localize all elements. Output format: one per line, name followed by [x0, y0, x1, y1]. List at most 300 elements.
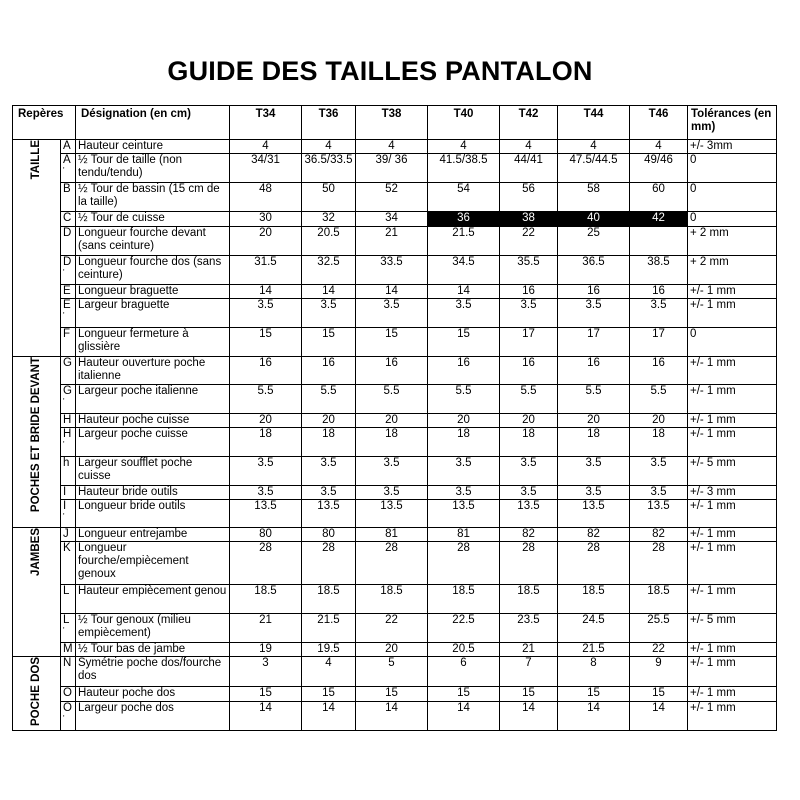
- tolerance-cell: +/- 1 mm: [688, 528, 777, 542]
- repere-letter-text: K: [63, 542, 71, 554]
- size-value-cell: 16: [630, 285, 688, 299]
- size-value-cell: 3: [230, 657, 302, 687]
- tolerance-cell: 0: [688, 154, 777, 183]
- size-value-cell: 18: [630, 428, 688, 457]
- size-value-cell: 24.5: [558, 614, 630, 643]
- size-value-cell: 20: [356, 414, 428, 428]
- size-value-cell: 3.5: [428, 457, 500, 486]
- size-value-cell: 25.5: [630, 614, 688, 643]
- designation-cell: Largeur poche dos: [76, 701, 230, 730]
- repere-letter: [61, 357, 76, 385]
- repere-letter: [61, 414, 76, 428]
- size-value-cell: 48: [230, 183, 302, 212]
- repere-letter: [61, 285, 76, 299]
- table-row: [13, 357, 777, 385]
- repere-letter: [61, 701, 76, 730]
- header-designation: Désignation (en cm): [76, 106, 230, 140]
- repere-letter-text: G: [63, 357, 72, 369]
- size-value-cell: 3.5: [302, 299, 356, 328]
- size-value-cell: 15: [558, 687, 630, 702]
- size-value-cell: 5.5: [500, 385, 558, 414]
- size-value-cell: 28: [630, 542, 688, 585]
- table-body: [13, 140, 777, 731]
- size-value-cell: 16: [630, 357, 688, 385]
- repere-letter: [61, 385, 76, 414]
- repere-mark: ': [63, 311, 65, 320]
- size-value-cell: 3.5: [500, 457, 558, 486]
- size-value-cell: 14: [500, 701, 558, 730]
- repere-letter: [61, 542, 76, 585]
- size-value-cell: 22: [630, 643, 688, 657]
- table-row: [13, 657, 777, 687]
- table-row: [13, 212, 777, 227]
- size-value-cell: 4: [630, 140, 688, 154]
- tolerance-cell: + 2 mm: [688, 227, 777, 256]
- repere-letter-text: E: [63, 299, 71, 311]
- group-label: JAMBES: [30, 528, 42, 576]
- size-value-cell: 14: [428, 701, 500, 730]
- size-value-cell: 15: [356, 687, 428, 702]
- size-value-cell: 3.5: [230, 457, 302, 486]
- repere-mark: ': [63, 440, 65, 449]
- size-value-cell: 4: [558, 140, 630, 154]
- repere-letter-text: C: [63, 212, 72, 224]
- repere-letter-text: L: [63, 614, 70, 626]
- table-row: [13, 585, 777, 614]
- repere-letter: [61, 585, 76, 614]
- tolerance-cell: +/- 5 mm: [688, 457, 777, 486]
- header-size: T40: [428, 106, 500, 140]
- tolerance-cell: +/- 1 mm: [688, 285, 777, 299]
- size-value-cell: 38.5: [630, 256, 688, 285]
- size-value-cell: 36.5/33.5: [302, 154, 356, 183]
- size-value-cell: 56: [500, 183, 558, 212]
- header-row: [13, 106, 777, 140]
- size-value-cell: 7: [500, 657, 558, 687]
- size-value-cell: 3.5: [500, 486, 558, 500]
- table-row: [13, 528, 777, 542]
- designation-cell: Longueur entrejambe: [76, 528, 230, 542]
- repere-letter: [61, 687, 76, 702]
- table-row: [13, 457, 777, 486]
- header-size: T46: [630, 106, 688, 140]
- repere-letter-text: A: [63, 154, 71, 166]
- size-value-cell: 15: [428, 687, 500, 702]
- size-value-cell: 30: [230, 212, 302, 227]
- size-value-cell: 3.5: [558, 457, 630, 486]
- size-value-cell: 17: [500, 328, 558, 357]
- repere-mark: ': [63, 713, 65, 723]
- tolerance-cell: +/- 1 mm: [688, 657, 777, 687]
- tolerance-cell: +/- 1 mm: [688, 299, 777, 328]
- size-value-cell: 19: [230, 643, 302, 657]
- repere-letter: [61, 614, 76, 643]
- size-value-cell: 5.5: [428, 385, 500, 414]
- table-row: [13, 299, 777, 328]
- repere-letter-text: L: [63, 585, 70, 597]
- size-value-cell: 58: [558, 183, 630, 212]
- repere-letter-text: A: [63, 140, 71, 152]
- size-value-cell: 20: [356, 643, 428, 657]
- header-size: T42: [500, 106, 558, 140]
- size-value-cell: 18.5: [230, 585, 302, 614]
- size-value-cell: 14: [356, 701, 428, 730]
- size-value-cell: 3.5: [230, 299, 302, 328]
- size-value-cell: 20: [230, 414, 302, 428]
- size-value-cell: 28: [356, 542, 428, 585]
- table-row: [13, 500, 777, 528]
- repere-letter: [61, 227, 76, 256]
- size-value-cell: 3.5: [356, 457, 428, 486]
- repere-letter-text: H: [63, 414, 72, 426]
- table-row: [13, 428, 777, 457]
- size-value-cell: 9: [630, 657, 688, 687]
- tolerance-cell: +/- 3 mm: [688, 486, 777, 500]
- repere-letter: [61, 528, 76, 542]
- size-value-cell: 49/46: [630, 154, 688, 183]
- size-value-cell: 50: [302, 183, 356, 212]
- repere-letter: [61, 328, 76, 357]
- designation-cell: Longueur fourche devant (sans ceinture): [76, 227, 230, 256]
- table-row: [13, 414, 777, 428]
- designation-cell: Largeur poche italienne: [76, 385, 230, 414]
- size-value-cell: 38: [500, 212, 558, 227]
- repere-letter-text: h: [63, 457, 70, 469]
- group-cell: [13, 528, 61, 657]
- size-value-cell: 23.5: [500, 614, 558, 643]
- size-value-cell: 5: [356, 657, 428, 687]
- designation-cell: ½ Tour de cuisse: [76, 212, 230, 227]
- repere-letter-text: B: [63, 183, 71, 195]
- size-value-cell: 28: [500, 542, 558, 585]
- designation-cell: Longueur braguette: [76, 285, 230, 299]
- size-value-cell: 15: [356, 328, 428, 357]
- repere-letter: [61, 212, 76, 227]
- header-tolerances: Tolérances (en mm): [688, 106, 777, 140]
- tolerance-cell: +/- 1 mm: [688, 701, 777, 730]
- size-value-cell: 3.5: [428, 299, 500, 328]
- size-value-cell: 3.5: [428, 486, 500, 500]
- tolerance-cell: 0: [688, 212, 777, 227]
- repere-letter: [61, 154, 76, 183]
- size-value-cell: 5.5: [630, 385, 688, 414]
- designation-cell: Hauteur poche dos: [76, 687, 230, 702]
- repere-letter-text: M: [63, 643, 73, 655]
- table-row: [13, 542, 777, 585]
- size-value-cell: 54: [428, 183, 500, 212]
- size-value-cell: 18: [428, 428, 500, 457]
- table-row: [13, 183, 777, 212]
- size-value-cell: 3.5: [356, 486, 428, 500]
- table-row: [13, 614, 777, 643]
- size-value-cell: 81: [356, 528, 428, 542]
- size-value-cell: 16: [428, 357, 500, 385]
- size-value-cell: 18: [500, 428, 558, 457]
- size-value-cell: 80: [302, 528, 356, 542]
- repere-letter-text: E: [63, 285, 71, 297]
- size-value-cell: 21.5: [428, 227, 500, 256]
- size-value-cell: 18.5: [302, 585, 356, 614]
- size-value-cell: 3.5: [630, 457, 688, 486]
- size-value-cell: 13.5: [230, 500, 302, 528]
- table-row: [13, 227, 777, 256]
- size-value-cell: 20: [230, 227, 302, 256]
- table-row: [13, 328, 777, 357]
- size-value-cell: 35.5: [500, 256, 558, 285]
- size-value-cell: 18: [558, 428, 630, 457]
- tolerance-cell: +/- 1 mm: [688, 687, 777, 702]
- tolerance-cell: 0: [688, 328, 777, 357]
- table-row: [13, 701, 777, 730]
- designation-cell: Largeur soufflet poche cuisse: [76, 457, 230, 486]
- size-value-cell: 14: [230, 701, 302, 730]
- group-cell: [13, 357, 61, 528]
- size-value-cell: 18: [230, 428, 302, 457]
- size-value-cell: 21.5: [302, 614, 356, 643]
- table-row: [13, 643, 777, 657]
- size-value-cell: 20.5: [302, 227, 356, 256]
- size-value-cell: 3.5: [500, 299, 558, 328]
- group-label: TAILLE: [30, 140, 42, 180]
- designation-cell: ½ Tour de bassin (15 cm de la taille): [76, 183, 230, 212]
- repere-mark: ': [63, 626, 65, 635]
- size-value-cell: 8: [558, 657, 630, 687]
- size-value-cell: 3.5: [230, 486, 302, 500]
- tolerance-cell: +/- 5 mm: [688, 614, 777, 643]
- designation-cell: Longueur fourche dos (sans ceinture): [76, 256, 230, 285]
- size-value-cell: [630, 227, 688, 256]
- table-row: [13, 385, 777, 414]
- size-value-cell: 47.5/44.5: [558, 154, 630, 183]
- size-value-cell: 20.5: [428, 643, 500, 657]
- size-value-cell: 39/ 36: [356, 154, 428, 183]
- tolerance-cell: +/- 1 mm: [688, 585, 777, 614]
- repere-letter-text: H: [63, 428, 72, 440]
- tolerance-cell: +/- 1 mm: [688, 385, 777, 414]
- size-value-cell: 16: [500, 357, 558, 385]
- designation-cell: Hauteur ouverture poche italienne: [76, 357, 230, 385]
- size-value-cell: 22.5: [428, 614, 500, 643]
- size-value-cell: 13.5: [302, 500, 356, 528]
- designation-cell: Longueur bride outils: [76, 500, 230, 528]
- size-value-cell: 14: [230, 285, 302, 299]
- size-value-cell: 16: [302, 357, 356, 385]
- repere-letter-text: J: [63, 528, 69, 540]
- designation-cell: Hauteur bride outils: [76, 486, 230, 500]
- size-value-cell: 5.5: [302, 385, 356, 414]
- designation-cell: Hauteur poche cuisse: [76, 414, 230, 428]
- size-value-cell: 20: [558, 414, 630, 428]
- designation-cell: Hauteur ceinture: [76, 140, 230, 154]
- size-value-cell: 36.5: [558, 256, 630, 285]
- group-label: POCHES ET BRIDE DEVANT: [30, 357, 42, 513]
- size-value-cell: 14: [428, 285, 500, 299]
- repere-mark: ': [63, 166, 65, 175]
- repere-letter: [61, 140, 76, 154]
- designation-cell: Symétrie poche dos/fourche dos: [76, 657, 230, 687]
- tolerance-cell: 0: [688, 183, 777, 212]
- size-value-cell: 34: [356, 212, 428, 227]
- size-value-cell: 28: [558, 542, 630, 585]
- header-reperes: Repères: [13, 106, 76, 140]
- size-value-cell: 82: [558, 528, 630, 542]
- repere-letter: [61, 256, 76, 285]
- size-value-cell: 16: [230, 357, 302, 385]
- size-value-cell: 5.5: [230, 385, 302, 414]
- size-value-cell: 18.5: [428, 585, 500, 614]
- size-value-cell: 28: [428, 542, 500, 585]
- size-value-cell: 17: [558, 328, 630, 357]
- size-value-cell: 14: [630, 701, 688, 730]
- designation-cell: ½ Tour genoux (milieu empiècement): [76, 614, 230, 643]
- tolerance-cell: +/- 1 mm: [688, 414, 777, 428]
- size-value-cell: 20: [302, 414, 356, 428]
- size-value-cell: 3.5: [630, 486, 688, 500]
- size-value-cell: 21.5: [558, 643, 630, 657]
- designation-cell: Longueur fourche/empiècement genoux: [76, 542, 230, 585]
- tolerance-cell: +/- 1 mm: [688, 357, 777, 385]
- size-value-cell: 52: [356, 183, 428, 212]
- size-value-cell: 3.5: [558, 299, 630, 328]
- group-cell: [13, 140, 61, 357]
- size-value-cell: 16: [500, 285, 558, 299]
- repere-letter: [61, 457, 76, 486]
- size-value-cell: 18.5: [500, 585, 558, 614]
- repere-letter-text: I: [63, 500, 67, 512]
- size-value-cell: 15: [230, 687, 302, 702]
- size-value-cell: 28: [302, 542, 356, 585]
- size-value-cell: 32: [302, 212, 356, 227]
- repere-mark: ': [63, 512, 65, 521]
- size-value-cell: 4: [230, 140, 302, 154]
- size-value-cell: 5.5: [356, 385, 428, 414]
- size-value-cell: 60: [630, 183, 688, 212]
- repere-letter: [61, 486, 76, 500]
- size-value-cell: 33.5: [356, 256, 428, 285]
- header-size: T36: [302, 106, 356, 140]
- size-guide-table: [12, 105, 777, 731]
- size-value-cell: 22: [356, 614, 428, 643]
- group-label: POCHE DOS: [30, 657, 42, 727]
- size-value-cell: 15: [630, 687, 688, 702]
- size-value-cell: 21: [500, 643, 558, 657]
- repere-letter: [61, 183, 76, 212]
- designation-cell: Largeur poche cuisse: [76, 428, 230, 457]
- size-value-cell: 32.5: [302, 256, 356, 285]
- size-value-cell: 14: [558, 701, 630, 730]
- header-size: T38: [356, 106, 428, 140]
- size-value-cell: 15: [500, 687, 558, 702]
- size-value-cell: 13.5: [630, 500, 688, 528]
- designation-cell: Largeur braguette: [76, 299, 230, 328]
- size-value-cell: 82: [630, 528, 688, 542]
- designation-cell: Hauteur empiècement genou: [76, 585, 230, 614]
- size-value-cell: 20: [500, 414, 558, 428]
- table-row: [13, 486, 777, 500]
- size-value-cell: 44/41: [500, 154, 558, 183]
- repere-mark: ': [63, 397, 65, 406]
- size-value-cell: 16: [356, 357, 428, 385]
- size-value-cell: 4: [428, 140, 500, 154]
- designation-cell: ½ Tour de taille (non tendu/tendu): [76, 154, 230, 183]
- size-value-cell: 4: [500, 140, 558, 154]
- size-value-cell: 18.5: [356, 585, 428, 614]
- size-value-cell: 40: [558, 212, 630, 227]
- repere-letter-text: O: [63, 701, 72, 714]
- size-value-cell: 20: [630, 414, 688, 428]
- repere-letter: [61, 428, 76, 457]
- repere-letter-text: G: [63, 385, 72, 397]
- tolerance-cell: +/- 1 mm: [688, 643, 777, 657]
- size-value-cell: 15: [302, 328, 356, 357]
- size-value-cell: 81: [428, 528, 500, 542]
- size-value-cell: 22: [500, 227, 558, 256]
- size-value-cell: 15: [428, 328, 500, 357]
- size-value-cell: 42: [630, 212, 688, 227]
- size-value-cell: 4: [356, 140, 428, 154]
- page-title: GUIDE DES TAILLES PANTALON: [167, 56, 593, 86]
- repere-letter: [61, 299, 76, 328]
- tolerance-cell: +/- 3mm: [688, 140, 777, 154]
- repere-letter-text: N: [63, 657, 72, 669]
- size-value-cell: 41.5/38.5: [428, 154, 500, 183]
- size-value-cell: 15: [230, 328, 302, 357]
- size-value-cell: 36: [428, 212, 500, 227]
- table-row: [13, 256, 777, 285]
- size-value-cell: 13.5: [356, 500, 428, 528]
- size-value-cell: 16: [558, 357, 630, 385]
- repere-letter-text: D: [63, 256, 72, 268]
- repere-letter: [61, 500, 76, 528]
- tolerance-cell: +/- 1 mm: [688, 542, 777, 585]
- size-value-cell: 14: [302, 285, 356, 299]
- size-value-cell: 34.5: [428, 256, 500, 285]
- size-value-cell: 3.5: [558, 486, 630, 500]
- repere-letter: [61, 643, 76, 657]
- group-cell: [13, 657, 61, 731]
- size-value-cell: 14: [356, 285, 428, 299]
- size-value-cell: 21: [230, 614, 302, 643]
- repere-letter-text: F: [63, 328, 71, 340]
- repere-letter-text: O: [63, 687, 72, 700]
- size-value-cell: 4: [302, 657, 356, 687]
- header-size: T44: [558, 106, 630, 140]
- size-value-cell: 80: [230, 528, 302, 542]
- repere-letter: [61, 657, 76, 687]
- size-value-cell: 18.5: [558, 585, 630, 614]
- size-value-cell: 25: [558, 227, 630, 256]
- size-value-cell: 3.5: [630, 299, 688, 328]
- size-value-cell: 17: [630, 328, 688, 357]
- size-value-cell: 20: [428, 414, 500, 428]
- size-value-cell: 4: [302, 140, 356, 154]
- designation-cell: Longueur fermeture à glissière: [76, 328, 230, 357]
- size-value-cell: 3.5: [302, 486, 356, 500]
- size-value-cell: 18: [302, 428, 356, 457]
- size-value-cell: 82: [500, 528, 558, 542]
- size-value-cell: 13.5: [500, 500, 558, 528]
- table-row: [13, 687, 777, 702]
- size-value-cell: 6: [428, 657, 500, 687]
- repere-letter-text: D: [63, 227, 72, 239]
- header-size: T34: [230, 106, 302, 140]
- size-value-cell: 31.5: [230, 256, 302, 285]
- size-value-cell: 18: [356, 428, 428, 457]
- tolerance-cell: + 2 mm: [688, 256, 777, 285]
- size-value-cell: 5.5: [558, 385, 630, 414]
- tolerance-cell: +/- 1 mm: [688, 428, 777, 457]
- repere-mark: ': [63, 268, 65, 277]
